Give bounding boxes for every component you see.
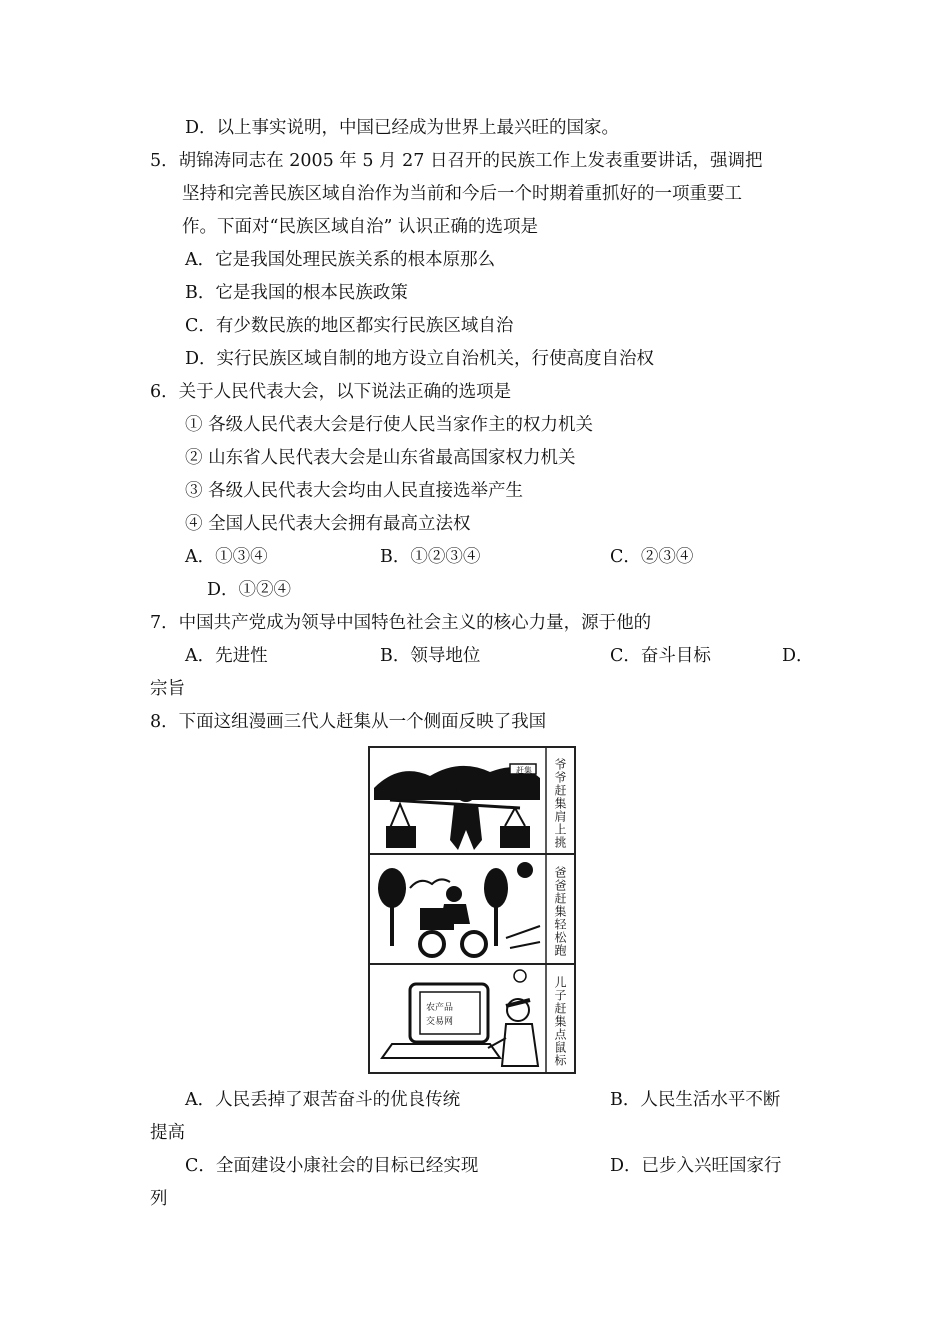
- q8-option-a: A．人民丢掉了艰苦奋斗的优良传统: [185, 1090, 461, 1110]
- q8-stem: 8．下面这组漫画三代人赶集从一个侧面反映了我国: [150, 712, 547, 732]
- q8-option-c: C．全面建设小康社会的目标已经实现: [185, 1156, 479, 1176]
- q6-option-b: B．①②③④: [380, 547, 481, 567]
- panel-grandpa: [374, 764, 540, 850]
- q6-option-a: A．①③④: [185, 547, 268, 567]
- panel-3-caption: 儿子赶集点鼠标: [553, 976, 567, 1067]
- q7-option-b: B．领导地位: [380, 646, 481, 666]
- q7-option-d-rest: 宗旨: [150, 679, 185, 699]
- panel-son: [382, 970, 538, 1066]
- q5-option-d: D．实行民族区域自制的地方设立自治机关，行使高度自治权: [185, 349, 655, 369]
- q8-option-b-line-2: 提高: [150, 1123, 185, 1143]
- market-sign-text: 赶集: [516, 766, 532, 775]
- q7-option-a: A．先进性: [185, 646, 268, 666]
- panel-2-caption: 爸爸赶集轻松跑: [553, 866, 567, 957]
- q5-stem-line-3: 作。下面对“民族区域自治” 认识正确的选项是: [182, 217, 538, 237]
- panel-1-caption: 爷爷赶集肩上挑: [553, 758, 567, 849]
- q5-stem-line-2: 坚持和完善民族区域自治作为当前和今后一个时期着重抓好的一项重要工: [182, 184, 742, 204]
- q4-option-d: D．以上事实说明，中国已经成为世界上最兴旺的国家。: [185, 118, 620, 138]
- q7-stem: 7．中国共产党成为领导中国特色社会主义的核心力量，源于他的: [150, 613, 652, 633]
- q6-statement-1: ① 各级人民代表大会是行使人民当家作主的权力机关: [185, 415, 594, 435]
- q7-option-d-prefix: D．: [782, 646, 814, 666]
- q6-statement-3: ③ 各级人民代表大会均由人民直接选举产生: [185, 481, 524, 501]
- q8-option-b-line-1: B．人民生活水平不断: [610, 1090, 781, 1110]
- q6-statement-2: ② 山东省人民代表大会是山东省最高国家权力机关: [185, 448, 576, 468]
- q6-option-d: D．①②④: [207, 580, 292, 600]
- screen-text-2: 交易网: [426, 1017, 454, 1027]
- q8-option-d-line-1: D．已步入兴旺国家行: [610, 1156, 782, 1176]
- q5-stem-line-1: 5．胡锦涛同志在 2005 年 5 月 27 日召开的民族工作上发表重要讲话，强调把: [150, 151, 763, 171]
- panel-dad: [378, 862, 540, 956]
- q5-option-b: B．它是我国的根本民族政策: [185, 283, 408, 303]
- three-generations-cartoon: [368, 746, 576, 1074]
- q8-option-d-line-2: 列: [150, 1189, 168, 1209]
- screen-text-1: 农产品: [426, 1003, 454, 1013]
- q5-option-c: C．有少数民族的地区都实行民族区域自治: [185, 316, 514, 336]
- q6-stem: 6．关于人民代表大会，以下说法正确的选项是: [150, 382, 512, 402]
- q6-statement-4: ④ 全国人民代表大会拥有最高立法权: [185, 514, 471, 534]
- q7-option-c: C．奋斗目标: [610, 646, 711, 666]
- q6-option-c: C．②③④: [610, 547, 694, 567]
- q5-option-a: A．它是我国处理民族关系的根本原那么: [185, 250, 496, 270]
